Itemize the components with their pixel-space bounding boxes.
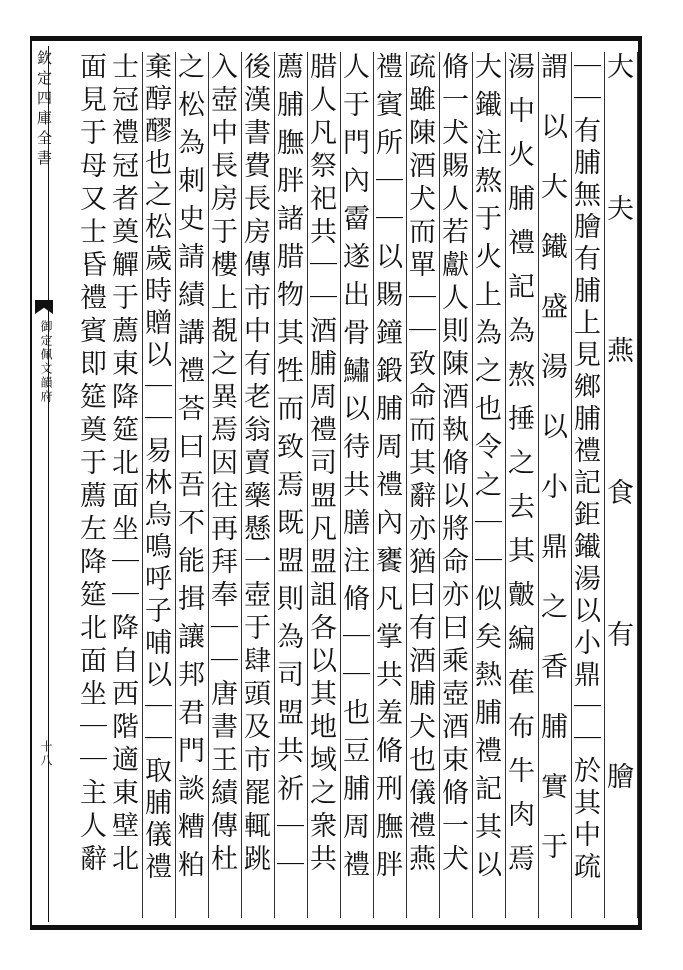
text-column-6: 脩一犬賜人若獻人則陳酒執脩以將命亦曰乘壺酒束脩一犬	[433, 52, 473, 918]
text-column-2: ｜｜有脯無膾有脯上見鄉脯禮記鉅䥫湯以小鼎｜｜於其中疏	[565, 52, 605, 918]
text-column-7: 疏雖陳酒犬而單｜｜致命而其辭亦猶曰有酒脯犬也儀禮燕	[400, 52, 440, 918]
text-column-1: 大夫燕食有膾	[598, 52, 638, 918]
text-column-12: 後漢書費長房傳市中有老翁賣藥懸一壺于肆頭及市罷輒跳	[235, 52, 275, 918]
text-column-9: 人于門內霤遂出骨鱐以待共膳注脩｜｜也豆脯周禮	[334, 52, 374, 918]
text-column-5: 大䥫注熬于火上為之也令之｜｜似矣熱脯禮記其以	[466, 52, 506, 918]
text-column-8: 禮賓所｜｜以賜鐘鍛脯周禮內饔凡掌共羞脩刑膴胖	[367, 52, 407, 918]
text-column-3: 謂以大䥫盛湯以小鼎之香脯實于	[532, 52, 572, 918]
text-column-15: 棄醇醪也之松歲時贈以｜｜易林烏鳴呼子哺以｜｜取脯儀禮	[136, 52, 176, 918]
book-title: 御定佩文韻府	[39, 320, 53, 404]
text-column-4: 湯中火脯禮記為熬捶之去其皾編萑布牛肉焉	[499, 52, 539, 918]
page-number: 十八	[39, 740, 53, 768]
text-column-14: 之松為刺史請績講禮荅曰吾不能揖讓邦君門談糟粕	[169, 52, 209, 918]
text-column-10: 腊人凡祭祀共｜｜酒脯周禮司盟凡盟詛各以其地域之衆共	[301, 52, 341, 918]
text-column-17: 面見于母又士昏禮賓即筵奠于薦左降筵北面坐｜｜主人辭	[75, 52, 106, 877]
text-column-16: 士冠禮冠者奠觶于薦東降筵北面坐｜｜降自西階適東壁北	[103, 52, 143, 918]
text-column-11: 薦脯膴胖諸腊物其牲而致焉既盟則為司盟共祈｜｜	[268, 52, 308, 918]
series-title: 欽定四庫全書	[35, 50, 53, 170]
text-column-13: 入壺中長房于樓上覩之異焉因往再拜奉｜｜唐書王績傳杜	[202, 52, 242, 918]
